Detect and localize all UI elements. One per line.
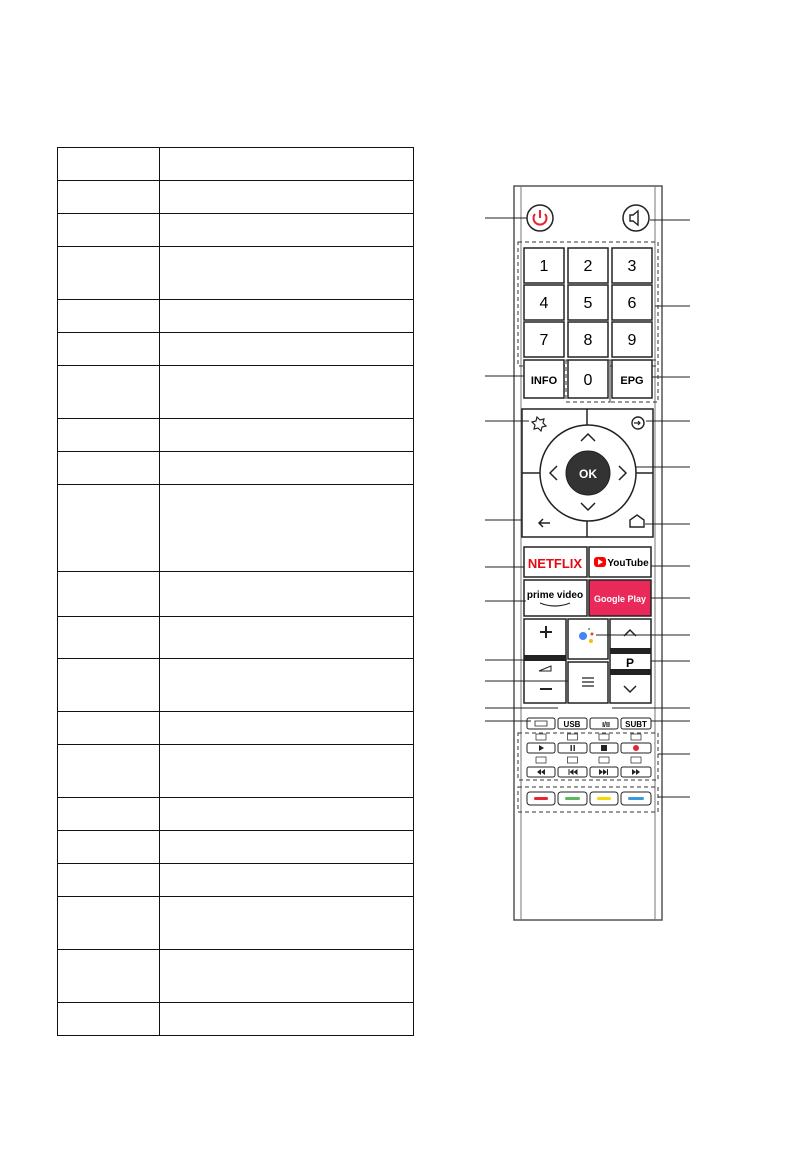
next-button[interactable] [590,767,618,777]
prime-video-button[interactable] [524,580,587,616]
yellow-button[interactable] [590,792,618,805]
google-assistant-button[interactable] [568,619,608,659]
digit-1-button[interactable] [524,248,564,283]
svg-text:YouTube: YouTube [607,558,649,569]
stop-button[interactable] [590,743,618,753]
svg-text:SUBT: SUBT [625,720,647,729]
subtitle-button[interactable] [621,718,651,729]
digit-9-button[interactable] [612,322,652,357]
red-button[interactable] [527,792,555,805]
netflix-button[interactable] [524,547,587,577]
info-button[interactable] [524,360,564,398]
google-play-button[interactable] [589,580,651,616]
svg-text:8: 8 [583,332,593,349]
youtube-button[interactable] [589,547,651,577]
ok-button[interactable] [566,451,610,495]
svg-text:EPG: EPG [620,375,644,387]
power-button[interactable] [527,205,553,231]
audio-button[interactable] [590,718,618,729]
digit-2-button[interactable] [568,248,608,283]
green-button[interactable] [558,792,587,805]
menu-button[interactable] [568,662,608,703]
svg-text:6: 6 [627,295,637,312]
svg-text:3: 3 [627,258,637,275]
svg-text:2: 2 [583,258,593,275]
digit-7-button[interactable] [524,322,564,357]
svg-text:INFO: INFO [530,375,558,387]
digit-8-button[interactable] [568,322,608,357]
svg-text:prime video: prime video [526,590,584,601]
svg-text:7: 7 [539,332,549,349]
blue-button[interactable] [621,792,651,805]
epg-button[interactable] [612,360,652,398]
play-button[interactable] [527,743,555,753]
stop-icon [601,745,607,751]
svg-text:9: 9 [627,332,637,349]
digit-3-button[interactable] [612,248,652,283]
digit-6-button[interactable] [612,285,652,320]
previous-button[interactable] [558,767,587,777]
svg-text:USB: USB [563,720,581,729]
pause-button[interactable] [558,743,587,753]
svg-text:I/II: I/II [602,722,610,729]
volume-rocker[interactable] [524,619,566,703]
svg-text:5: 5 [583,295,593,312]
usb-button[interactable] [558,718,587,729]
svg-text:Google Play: Google Play [593,594,647,604]
fast-forward-button[interactable] [621,767,651,777]
assistant-icon [579,632,587,640]
svg-text:4: 4 [539,295,549,312]
svg-text:NETFLIX: NETFLIX [527,556,583,571]
svg-text:0: 0 [583,372,593,389]
digit-0-button[interactable] [568,360,608,398]
program-rocker[interactable] [610,619,651,703]
svg-text:OK: OK [579,467,597,481]
record-icon [633,745,639,751]
svg-text:P: P [625,656,635,670]
svg-text:1: 1 [539,258,549,275]
teletext-button[interactable] [527,718,555,729]
mute-button[interactable] [623,205,649,231]
record-button[interactable] [621,743,651,753]
digit-4-button[interactable] [524,285,564,320]
rewind-button[interactable] [527,767,555,777]
digit-5-button[interactable] [568,285,608,320]
